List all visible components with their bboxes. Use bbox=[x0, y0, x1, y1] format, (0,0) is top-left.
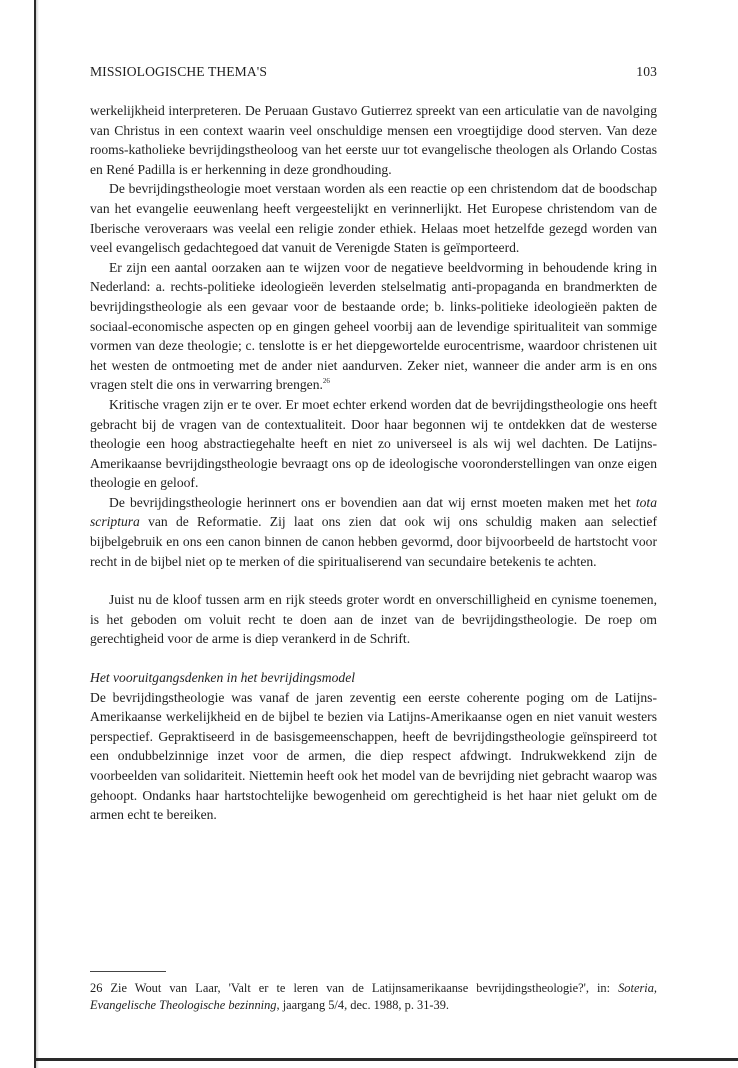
page-number: 103 bbox=[636, 64, 657, 79]
footnote-body: Zie Wout van Laar, 'Valt er te leren van de Latijnsamerikaanse bevrijdingstheologie?', in: bbox=[110, 981, 611, 995]
running-title: MISSIOLOGISCHE THEMA'S bbox=[90, 64, 267, 79]
footnote-source: Soteria, Evangelische Theologische bezinning bbox=[90, 981, 657, 1013]
section-heading: Het vooruitgangsdenken in het bevrijdingsmodel bbox=[90, 670, 356, 686]
paragraph bbox=[90, 258, 657, 395]
footnote-number: 26 bbox=[90, 981, 103, 995]
page-bottom-edge bbox=[34, 1058, 738, 1061]
italic-term: tota scriptura bbox=[90, 494, 657, 530]
paragraph: Kritische vragen zijn er te over. Er moet echter erkend worden dat de bevrijdingstheologie ons heeft gebracht bij de vragen van de contextualiteit. Door haar begonnen wij te ontdekken dat de westerse theologie een hoog abstractiegehalte heeft en niet zo universeel is als wij wel dachten. De Latijns-Amerikaanse bevrijdingstheologie bevraagt ons op de ideologische vooronderstellingen van onze eigen theologie en geloof. bbox=[90, 396, 657, 491]
paragraph-text: van de Reformatie. Zij laat ons zien dat ook wij ons schuldig maken aan selectief bijbelgebruik en ons een canon binnen de canon hebben gevormd, door bijvoorbeeld de hartstocht voor recht in de bijbel niet op te merken of die spiritualiserend van secundaire betekenis te achten. bbox=[90, 514, 657, 569]
page-binding-shadow bbox=[36, 0, 39, 1068]
paragraph: De bevrijdingstheologie was vanaf de jaren zeventig een eerste coherente poging om de Latijns-Amerikaanse werkelijkheid en de bijbel te bezien via Latijns-Amerikaanse ogen en niet vanuit westers perspectief. Gepraktiseerd in de basisgemeenschappen, heeft de bevrijdingstheologie geïnspireerd tot een ondubbelzinnige inzet voor de armen, die diep respect afdwingt. Indrukwekkend zijn de voorbeelden van solidariteit. Niettemin heeft ook het model van de bevrijding niet gebracht waarop was gehoopt. Ondanks haar hartstochtelijke bewogenheid om gerechtigheid is het haar niet gelukt om de armen echt te bereiken. bbox=[90, 689, 657, 823]
body-text bbox=[90, 101, 657, 825]
paragraph: werkelijkheid interpreteren. De Peruaan Gustavo Gutierrez spreekt van een articulatie van de navolging van Christus in een context waarin veel onschuldige mensen een vroegtijdige dood sterven. Van deze rooms-katholieke bevrijdingstheoloog van het eerste uur tot evangelische theologen als Orlando Costas en René Padilla is er herkenning in deze grondhouding. bbox=[90, 103, 657, 177]
footnote-details: , jaargang 5/4, dec. 1988, p. 31-39. bbox=[276, 998, 450, 1013]
footnote-reference[interactable]: 26 bbox=[322, 377, 330, 386]
footnote-text bbox=[90, 980, 657, 1015]
paragraph: Juist nu de kloof tussen arm en rijk steeds groter wordt en onverschilligheid en cynisme toenemen, is het geboden om voluit recht te doen aan de inzet van de bevrijdingstheologie. De roep om gerechtigheid voor de arme is diep verankerd in de Schrift. bbox=[90, 592, 657, 647]
paragraph-text: Er zijn een aantal oorzaken aan te wijzen voor de negatieve beeldvorming in behoudende kring in Nederland: a. rechts-politieke ideologieën leverden stelselmatig anti-propaganda en brandmerkten de bevrijdingstheologie als een gevaar voor de bestaande orde; b. links-politieke ideologieën pakten de sociaal-economische aspecten op en gingen geheel voorbij aan de levendige spiritualiteit van sommige vormen van deze theologie; c. tenslotte is er het diepgewortelde eurocentrisme, waardoor christenen uit het westen de ontmoeting met de ander niet aandurven. Zeker niet, wanneer die ander arm is en ons vragen stelt die ons in verwarring brengen. bbox=[90, 259, 657, 393]
paragraph bbox=[90, 493, 657, 571]
paragraph: De bevrijdingstheologie moet verstaan worden als een reactie op een christendom dat de boodschap van het evangelie eeuwenlang heeft vergeestelijkt en verinnerlijkt. Het Europese christendom van de Iberische veroveraars was veelal een religie zonder ethiek. Helaas moet hetzelfde gezegd worden van veel evangelisch gedachtegoed dat vanuit de Verenigde Staten is geïmporteerd. bbox=[90, 181, 657, 256]
footnote-divider bbox=[90, 971, 166, 972]
paragraph-text: De bevrijdingstheologie herinnert ons er bovendien aan dat wij ernst moeten maken met het bbox=[109, 494, 636, 510]
footnote bbox=[90, 980, 657, 1015]
